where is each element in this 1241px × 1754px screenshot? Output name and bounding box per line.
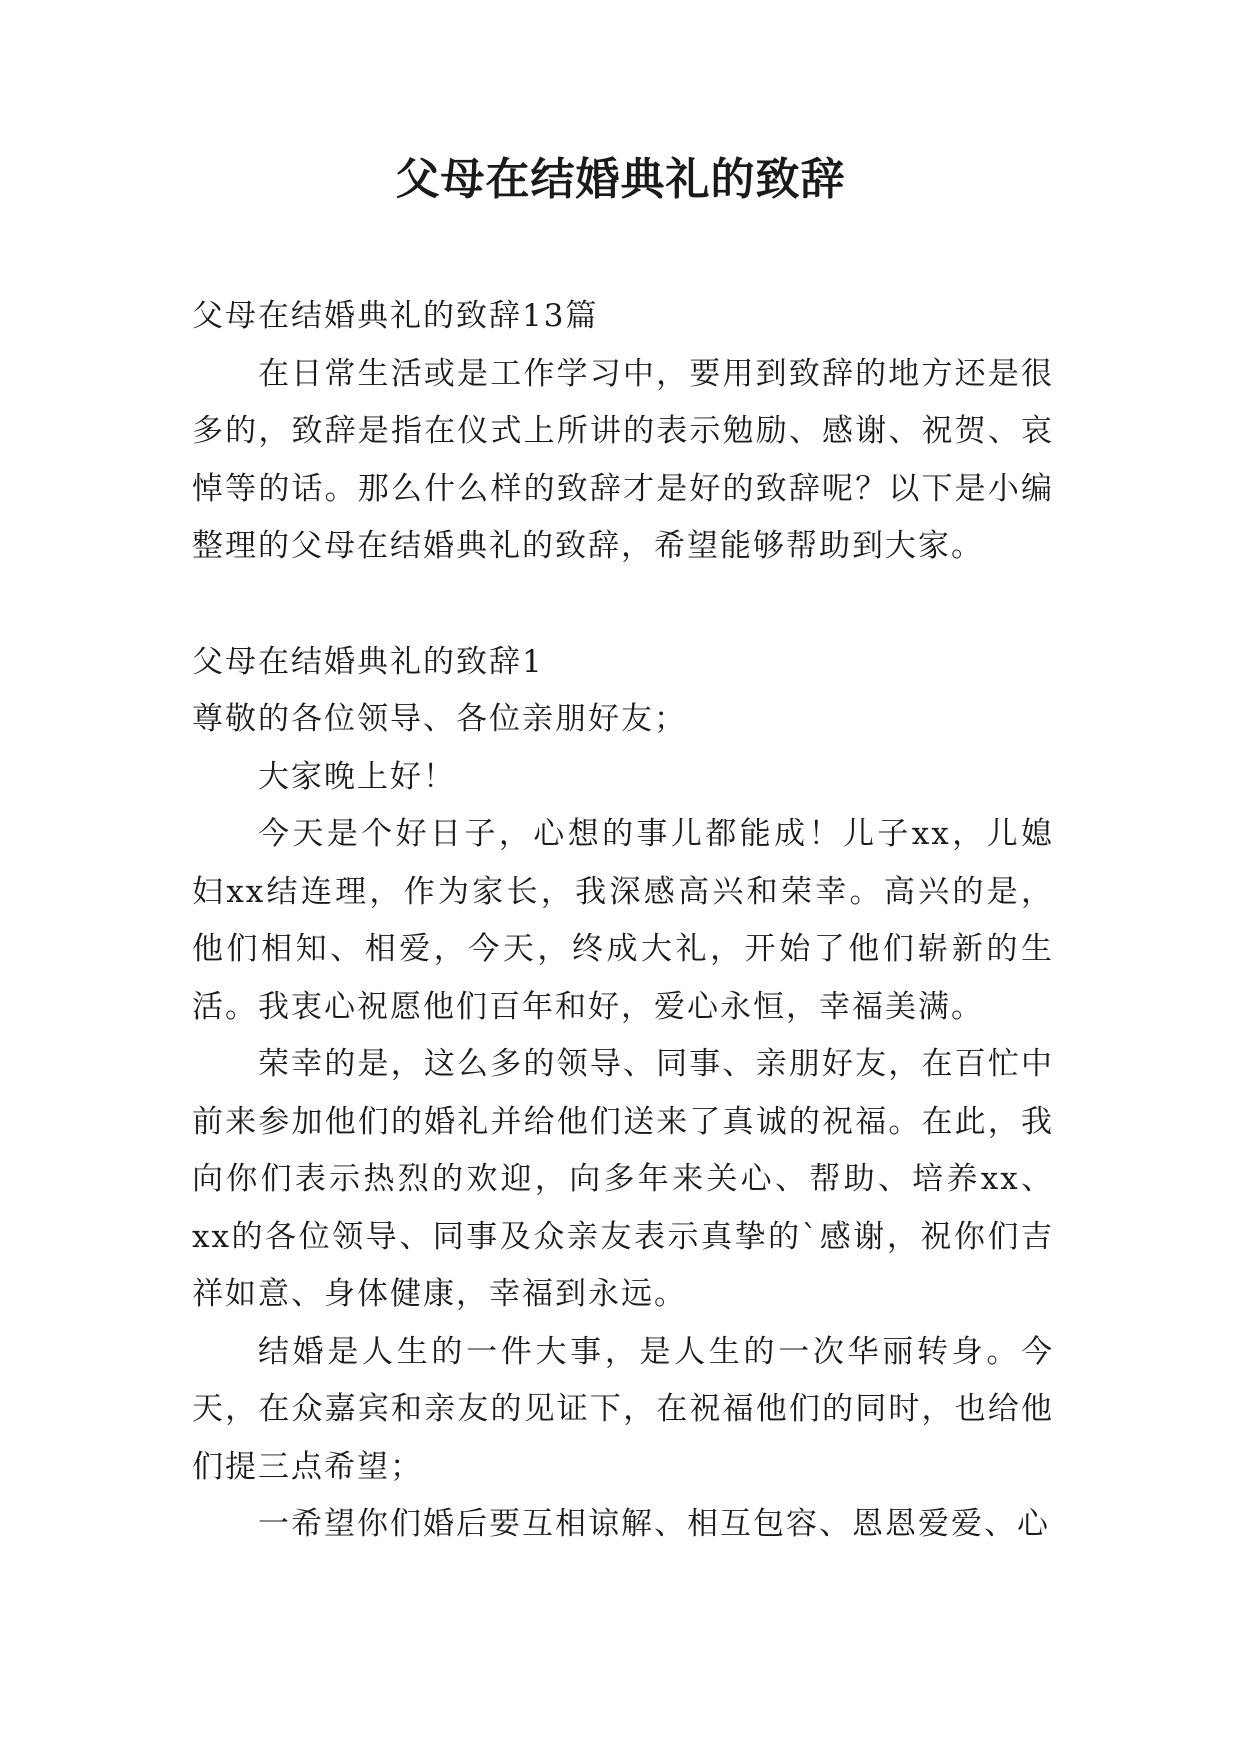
body-paragraph: 一希望你们婚后要互相谅解、相互包容、恩恩爱爱、心 (258, 1506, 1050, 1542)
document-subtitle: 父母在结婚典礼的致辞13篇 (192, 298, 599, 334)
document-body (192, 288, 1054, 1554)
greeting: 大家晚上好！ (258, 758, 456, 795)
body-paragraph: 今天是个好日子，心想的事儿都能成！儿子xx，儿媳妇xx结连理，作为家长，我深感高兴和荣幸。高兴的是，他们相知、相爱，今天，终成大礼，开始了他们崭新的生活。我衷心祝愿他们百年和好，爱心永恒，幸福美满。 (192, 816, 1054, 1025)
body-paragraph: 荣幸的是，这么多的领导、同事、亲朋好友，在百忙中前来参加他们的婚礼并给他们送来了真诚的祝福。在此，我向你们表示热烈的欢迎，向多年来关心、帮助、培养xx、xx的各位领导、同事及众亲友表示真挚的`感谢，祝你们吉祥如意、身体健康，幸福到永远。 (192, 1046, 1054, 1312)
document-title: 父母在结婚典礼的致辞 (395, 154, 846, 205)
intro-paragraph: 在日常生活或是工作学习中，要用到致辞的地方还是很多的，致辞是指在仪式上所讲的表示勉励、感谢、祝贺、哀悼等的话。那么什么样的致辞才是好的致辞呢？以下是小编整理的父母在结婚典礼的致辞，希望能够帮助到大家。 (192, 355, 1054, 564)
section-heading: 父母在结婚典礼的致辞1 (192, 643, 544, 680)
salutation: 尊敬的各位领导、各位亲朋好友； (192, 701, 687, 737)
body-paragraph: 结婚是人生的一件大事，是人生的一次华丽转身。今天，在众嘉宾和亲友的见证下，在祝福他们的同时，也给他们提三点希望； (192, 1333, 1054, 1485)
